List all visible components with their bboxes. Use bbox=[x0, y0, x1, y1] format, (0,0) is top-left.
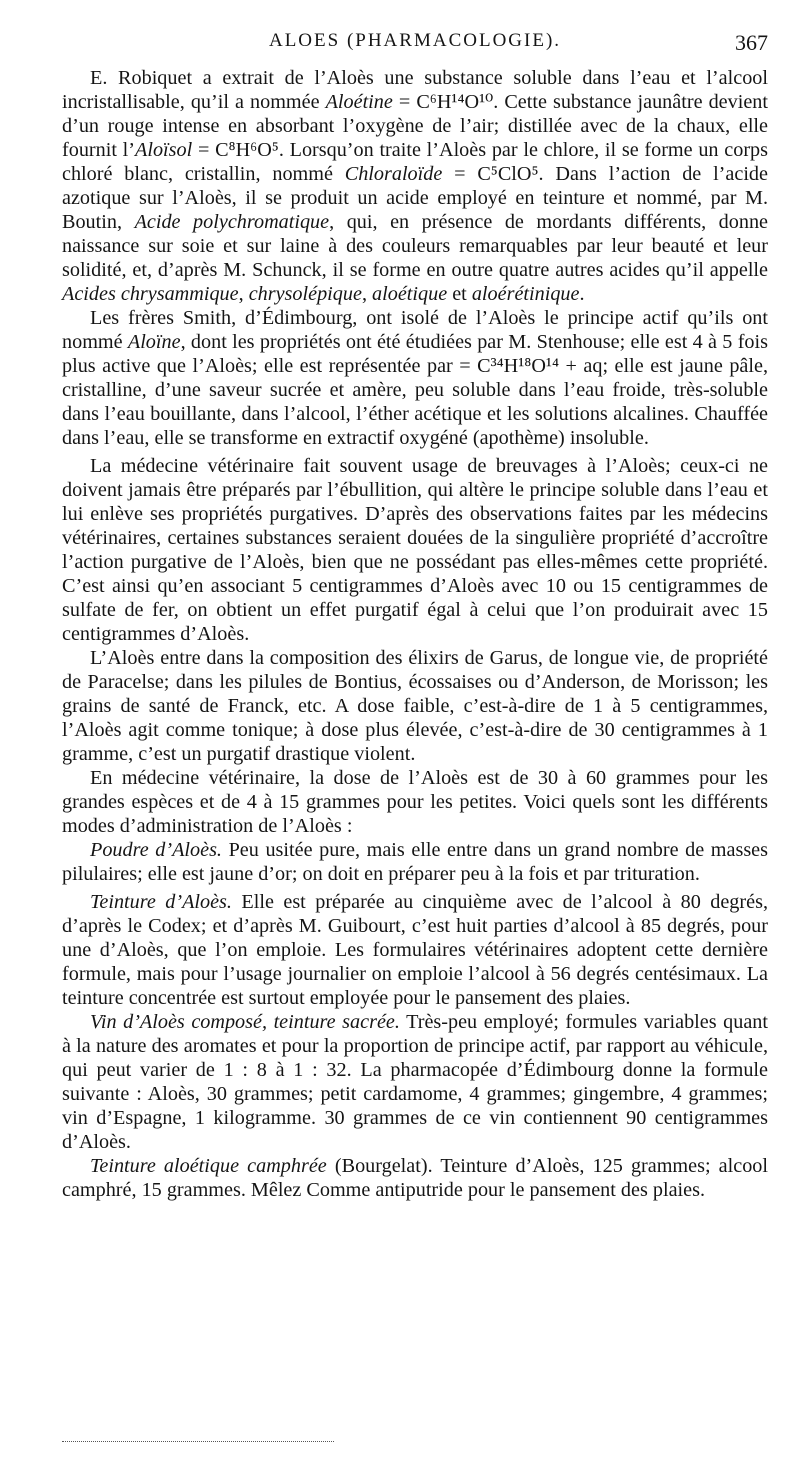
italic-term: Aloïsol bbox=[135, 139, 193, 161]
text-run: , bbox=[238, 283, 249, 305]
italic-term: Vin d’Aloès composé, teinture sacrée. bbox=[90, 1011, 400, 1033]
text-run: Les frères Smith, d’Édimbourg, ont isolé de l’Aloès le principe actif qu’ils ont nommé bbox=[62, 307, 768, 353]
paragraph-veterinary-dose bbox=[62, 766, 768, 838]
footer-dotted-rule bbox=[62, 1441, 334, 1442]
text-run: En médecine vétérinaire, la dose de l’Aloès est de 30 à 60 grammes pour les grandes espèces et de 4 à 15 grammes pour les petites. Voici quels sont les différents modes d’administration de l’Aloès : bbox=[62, 767, 768, 837]
text-run: Très-peu employé; formules variables quant à la nature des aromates et pour la proportion de principe actif, par rapport au véhicule, qui peut varier de 1 : 8 à 1 : 32. La pharmacopée d’Édimbourg donne la formule suivante : Aloès, 30 grammes; petit cardamome, 4 grammes; gingembre, 4 grammes; vin d’Espagne, 1 kilogramme. 30 grammes de ce vin contiennent 90 centigrammes d’Aloès. bbox=[62, 1011, 768, 1153]
text-run: , bbox=[361, 283, 373, 305]
text-run: (Bourgelat). Teinture d’Aloès, 125 grammes; alcool camphré, 15 grammes. Mêlez Comme antiputride pour le pansement des plaies. bbox=[62, 1155, 768, 1201]
running-head bbox=[62, 30, 768, 60]
text-run: = C⁶H¹⁴O¹⁰. Cette substance jaunâtre devient d’un rouge intense en absorbant l’oxygène de l’air; distillée avec de la chaux, elle fournit l’ bbox=[62, 91, 768, 161]
running-title: ALOES (PHARMACOLOGIE). bbox=[268, 30, 562, 51]
italic-term: Acides chrysammique bbox=[62, 283, 239, 305]
paragraph-poudre-aloes bbox=[62, 838, 768, 886]
body-text bbox=[62, 66, 768, 1202]
text-run: Elle est préparée au cinquième avec de l’alcool à 80 degrés, d’après le Codex; et d’après M. Guibourt, c’est huit parties d’alcool à 85 degrés, pour une d’Aloès, que l’on emploie. Les formulaires vétérinaires adoptent cette dernière formule, mais pour l’usage journalier on emploie l’alcool à 56 degrés centésimaux. La teinture concentrée est surtout employée pour le pansement des plaies. bbox=[62, 891, 768, 1009]
italic-term: aloétique bbox=[372, 283, 448, 305]
paragraph-aloine bbox=[62, 306, 768, 450]
italic-term: chrysolépique bbox=[248, 283, 362, 305]
italic-term: aloérétinique bbox=[471, 283, 580, 305]
text-run: = C⁵ClO⁵. Dans l’action de l’acide azotique sur l’Aloès, il se produit un acide employé en teinture et nommé, par M. Boutin, bbox=[62, 163, 768, 233]
page-number: 367 bbox=[735, 30, 768, 55]
italic-term: Teinture d’Aloès. bbox=[90, 891, 232, 913]
text-run: = C⁸H⁶O⁵. Lorsqu’on traite l’Aloès par le chlore, il se forme un corps chloré blanc, cristallin, nommé bbox=[62, 139, 768, 185]
italic-term: Chloraloïde bbox=[344, 163, 443, 185]
paragraph-composition bbox=[62, 66, 768, 306]
italic-term: Acide polychromatique bbox=[134, 211, 330, 233]
italic-term: Teinture aloétique camphrée bbox=[90, 1155, 327, 1177]
text-run: et bbox=[447, 283, 472, 305]
text-run: L’Aloès entre dans la composition des élixirs de Garus, de longue vie, de propriété de Paracelse; dans les pilules de Bontius, écossaises ou d’Anderson, de Morisson; les grains de santé de Franck, etc. A dose faible, c’est-à-dire de 1 à 5 centigrammes, l’Aloès agit comme tonique; à dose plus élevée, c’est-à-dire de 30 centigrammes à 1 gramme, c’est un purgatif drastique violent. bbox=[62, 647, 768, 765]
text-run: E. Robiquet a extrait de l’Aloès une substance soluble dans l’eau et l’alcool incristallisable, qu’il a nommée bbox=[62, 67, 768, 113]
italic-term: Aloïne bbox=[127, 331, 181, 353]
text-run: Peu usitée pure, mais elle entre dans un grand nombre de masses pilulaires; elle est jaune d’or; on doit en préparer peu à la fois et par trituration. bbox=[62, 839, 768, 885]
paragraph-teinture-aloes bbox=[62, 890, 768, 1010]
paragraph-elixirs-and-doses bbox=[62, 646, 768, 766]
text-run: , dont les propriétés ont été étudiées par M. Stenhouse; elle est 4 à 5 fois plus active que l’Aloès; elle est représentée par = C³⁴H¹⁸O¹⁴ + aq; elle est jaune pâle, cristalline, d’une saveur sucrée et amère, peu soluble dans l’eau froide, très-soluble dans l’eau bouillante, dans l’alcool, l’éther acétique et les solutions alcalines. Chauffée dans l’eau, elle se transforme en extractif oxygéné (apothème) insoluble. bbox=[62, 331, 768, 449]
text-run: La médecine vétérinaire fait souvent usage de breuvages à l’Aloès; ceux-ci ne doivent jamais être préparés par l’ébullition, qui altère le principe soluble dans l’eau et lui enlève ses propriétés purgatives. D’après des observations faites par les médecins vétérinaires, certaines substances seraient douées de la singulière propriété d’accroître l’action purgative de l’Aloès, bien que ne possédant pas elles-mêmes cette propriété. C’est ainsi qu’en associant 5 centigrammes d’Aloès avec 10 ou 15 centigrammes de sulfate de fer, on obtient un effet purgatif égal à celui que l’on produirait avec 15 centigrammes d’Aloès. bbox=[62, 455, 768, 645]
paragraph-teinture-camphree bbox=[62, 1154, 768, 1202]
italic-term: Poudre d’Aloès. bbox=[90, 839, 222, 861]
paragraph-vin-aloes bbox=[62, 1010, 768, 1154]
italic-term: Aloétine bbox=[325, 91, 393, 113]
paragraph-veterinary-use bbox=[62, 454, 768, 646]
text-run: . bbox=[579, 283, 585, 305]
text-run: , qui, en présence de mordants différents, donne naissance sur soie et sur laine à des couleurs remarquables par leur beauté et leur solidité, et, d’après M. Schunck, il se forme en outre quatre autres acides qu’il appelle bbox=[62, 211, 768, 281]
